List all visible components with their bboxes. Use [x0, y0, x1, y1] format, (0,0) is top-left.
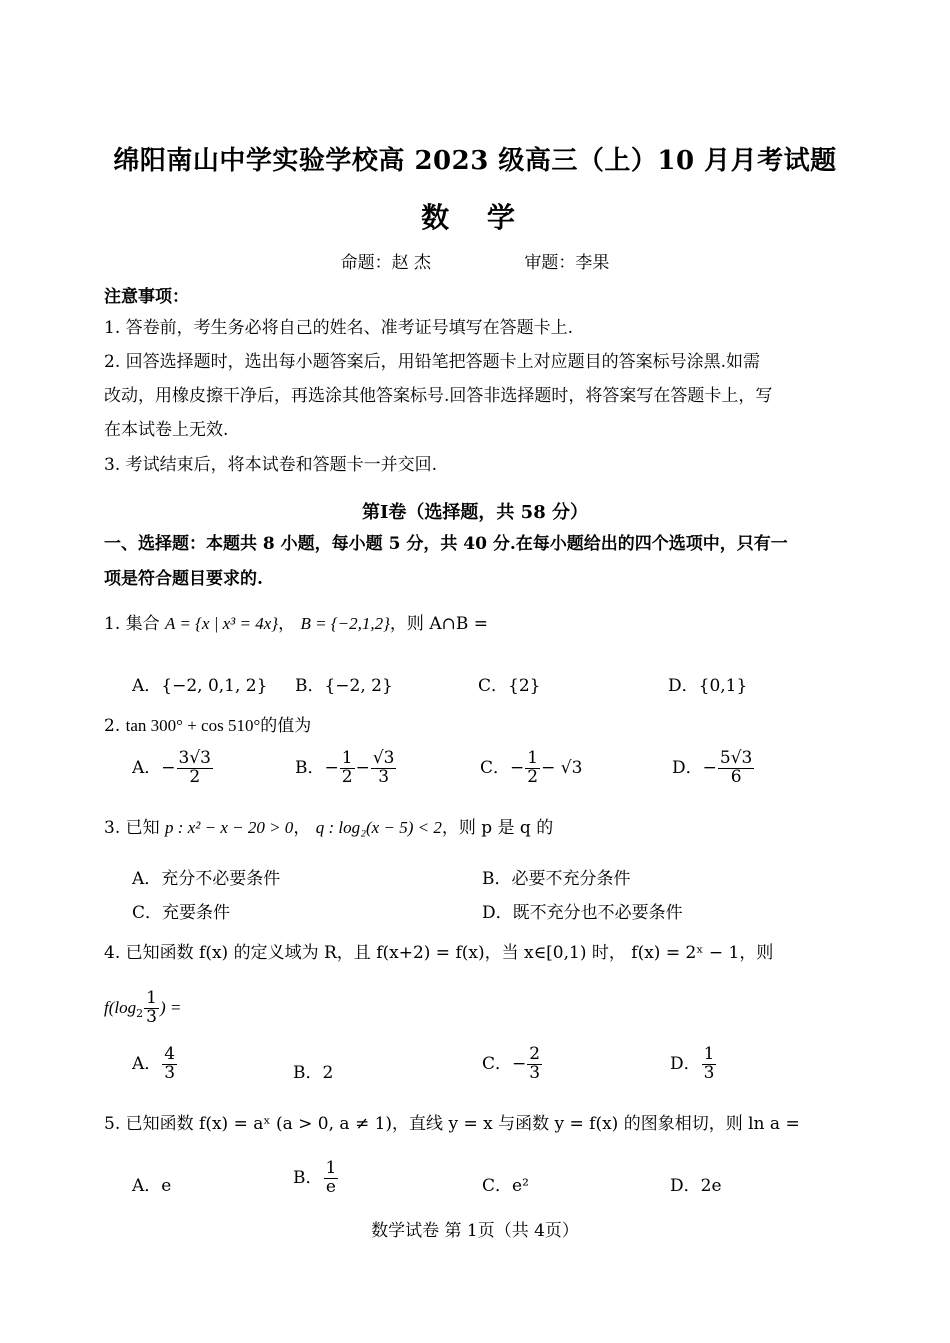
question-tail: ，则 p 是 q 的 — [441, 818, 554, 838]
denominator: e — [325, 1176, 336, 1197]
log-base: 2 — [136, 1007, 144, 1021]
question-text: 已知函数 f(x) = aˣ (a > 0, a ≠ 1)，直线 y = x 与函数 y = f(x) 的图象相切，则 ln a = — [125, 1114, 800, 1134]
fraction — [340, 750, 355, 787]
fraction — [527, 1046, 542, 1083]
denominator: 2 — [341, 766, 353, 787]
exam-title: 绵阳南山中学实验学校高 2023 级高三（上）10 月月考试题 — [113, 146, 837, 176]
q1-option-c: C．{2} — [478, 676, 541, 696]
option-label: D． — [672, 757, 703, 778]
question-tail: ，则 A∩B = — [389, 614, 488, 634]
denominator: 2 — [189, 766, 201, 787]
proposition-p: p : x² − x − 20 > 0 — [165, 818, 294, 837]
numerator: 1 — [527, 748, 539, 768]
notice-item-2-line-2: 改动，用橡皮擦干净后，再选涂其他答案标号.回答非选择题时，将答案写在答题卡上，写 — [104, 386, 773, 406]
numerator: 3√3 — [178, 748, 211, 768]
fraction — [525, 750, 540, 787]
question-2 — [104, 716, 311, 736]
notice-item-3: 3. 考试结束后，将本试卷和答题卡一并交回. — [104, 455, 438, 475]
numerator: 1 — [341, 748, 353, 768]
reviewer: 审题：李果 — [524, 253, 610, 273]
question-number: 2. — [104, 716, 121, 736]
fraction — [177, 750, 213, 787]
question-text: 已知函数 f(x) 的定义域为 R，且 f(x+2) = f(x)，当 x∈[0,1) 时， f(x) = 2ˣ − 1，则 — [125, 943, 774, 963]
question-1: 1. 集合 A = {x | x³ = 4x}， B = {−2,1,2}，则 A∩B = — [104, 614, 488, 634]
denominator: 6 — [730, 766, 742, 787]
q3-option-a: A．充分不必要条件 — [132, 869, 281, 889]
denominator: 2 — [527, 766, 539, 787]
expression-part: f(log — [104, 997, 137, 1017]
question-5 — [104, 1114, 800, 1134]
question-lead: 已知 — [125, 818, 160, 838]
question-tail: 的值为 — [260, 716, 312, 736]
sign: − — [355, 757, 370, 778]
q1-option-d: D．{0,1} — [668, 676, 748, 696]
question-4 — [104, 943, 773, 963]
sign: − — [510, 757, 525, 778]
part-instructions-line-1: 一、选择题：本题共 8 小题，每小题 5 分，共 40 分.在每小题给出的四个选项中，只有一 — [104, 534, 788, 554]
notice-item-2-line-1: 2. 回答选择题时，选出每小题答案后，用铅笔把答题卡上对应题目的答案标号涂黑.如需 — [104, 352, 761, 372]
numerator: 4 — [164, 1044, 176, 1064]
numerator: 2 — [529, 1044, 541, 1064]
notice-item-1: 1. 答卷前，考生务必将自己的姓名、准考证号填写在答题卡上. — [104, 318, 574, 338]
q3-option-c: C．充要条件 — [132, 903, 231, 923]
expression-part: ) = — [159, 997, 182, 1017]
option-label: C． — [482, 1053, 513, 1074]
page-footer: 数学试卷 第 1页（共 4页） — [371, 1221, 579, 1241]
denominator: 3 — [146, 1006, 157, 1027]
option-label: A． — [132, 757, 162, 778]
author-line — [0, 248, 950, 273]
q5-option-a: A．e — [132, 1176, 172, 1196]
fraction — [702, 1046, 717, 1083]
q1-option-b: B．{−2, 2} — [295, 676, 393, 696]
notice-item-2-line-3: 在本试卷上无效. — [104, 420, 229, 440]
fraction — [162, 1046, 177, 1083]
fraction — [371, 750, 397, 787]
q2-option-a — [132, 750, 214, 787]
q2-option-b — [295, 750, 397, 787]
question-number: 4. — [104, 943, 121, 963]
set-b: B = {−2,1,2} — [300, 614, 390, 633]
q5-option-d: D．2e — [670, 1176, 722, 1196]
option-label: C． — [480, 757, 511, 778]
fraction — [144, 990, 159, 1027]
numerator: 5√3 — [719, 748, 753, 768]
denominator: 3 — [703, 1062, 715, 1083]
numerator: 1 — [146, 988, 157, 1008]
denominator: 3 — [378, 766, 390, 787]
set-a: A = {x | x³ = 4x} — [165, 614, 279, 633]
numerator: √3 — [372, 748, 395, 768]
option-label: B． — [295, 757, 325, 778]
q3-option-b: B．必要不充分条件 — [482, 869, 631, 889]
denominator: 3 — [529, 1062, 541, 1083]
q4-option-a — [132, 1046, 178, 1083]
question-number: 3. — [104, 818, 121, 838]
sign: − — [324, 757, 339, 778]
section-title: 第Ⅰ卷（选择题，共 58 分） — [361, 502, 588, 523]
sign: − — [161, 757, 176, 778]
question-lead: 集合 — [125, 614, 160, 634]
denominator: 3 — [164, 1062, 176, 1083]
fraction — [718, 750, 754, 787]
q4-option-b: B．2 — [293, 1063, 334, 1083]
q3-option-d: D．既不充分也不必要条件 — [482, 903, 683, 923]
q1-option-a: A．{−2, 0,1, 2} — [132, 676, 268, 696]
q4-option-d — [670, 1046, 717, 1083]
notice-heading: 注意事项： — [104, 287, 189, 307]
author: 命题：赵 杰 — [340, 253, 431, 273]
numerator: 1 — [325, 1158, 337, 1178]
option-label: D． — [670, 1053, 701, 1074]
question-number: 1. — [104, 614, 121, 634]
q5-option-b — [293, 1160, 339, 1197]
fraction — [324, 1160, 339, 1197]
sign: − — [702, 757, 717, 778]
option-label: B． — [293, 1167, 323, 1188]
subject-heading: 数 学 — [421, 201, 529, 234]
q2-option-c — [480, 750, 582, 787]
option-label: A． — [132, 1053, 162, 1074]
question-number: 5. — [104, 1114, 121, 1134]
part-instructions-line-2: 项是符合题目要求的. — [104, 569, 263, 589]
q5-option-c: C．e² — [482, 1176, 529, 1196]
sign: − — [512, 1053, 527, 1074]
proposition-q: q : log₂(x − 5) < 2 — [315, 818, 442, 837]
question-3: 3. 已知 p : x² − x − 20 > 0， q : log₂(x − 5) < 2，则 p 是 q 的 — [104, 818, 554, 838]
numerator: 1 — [703, 1044, 715, 1064]
q4-option-c — [482, 1046, 543, 1083]
option-tail: − √3 — [541, 757, 583, 778]
question-4-expression — [104, 990, 181, 1027]
q2-option-d — [672, 750, 755, 787]
trig-expression: tan 300° + cos 510° — [125, 716, 261, 735]
